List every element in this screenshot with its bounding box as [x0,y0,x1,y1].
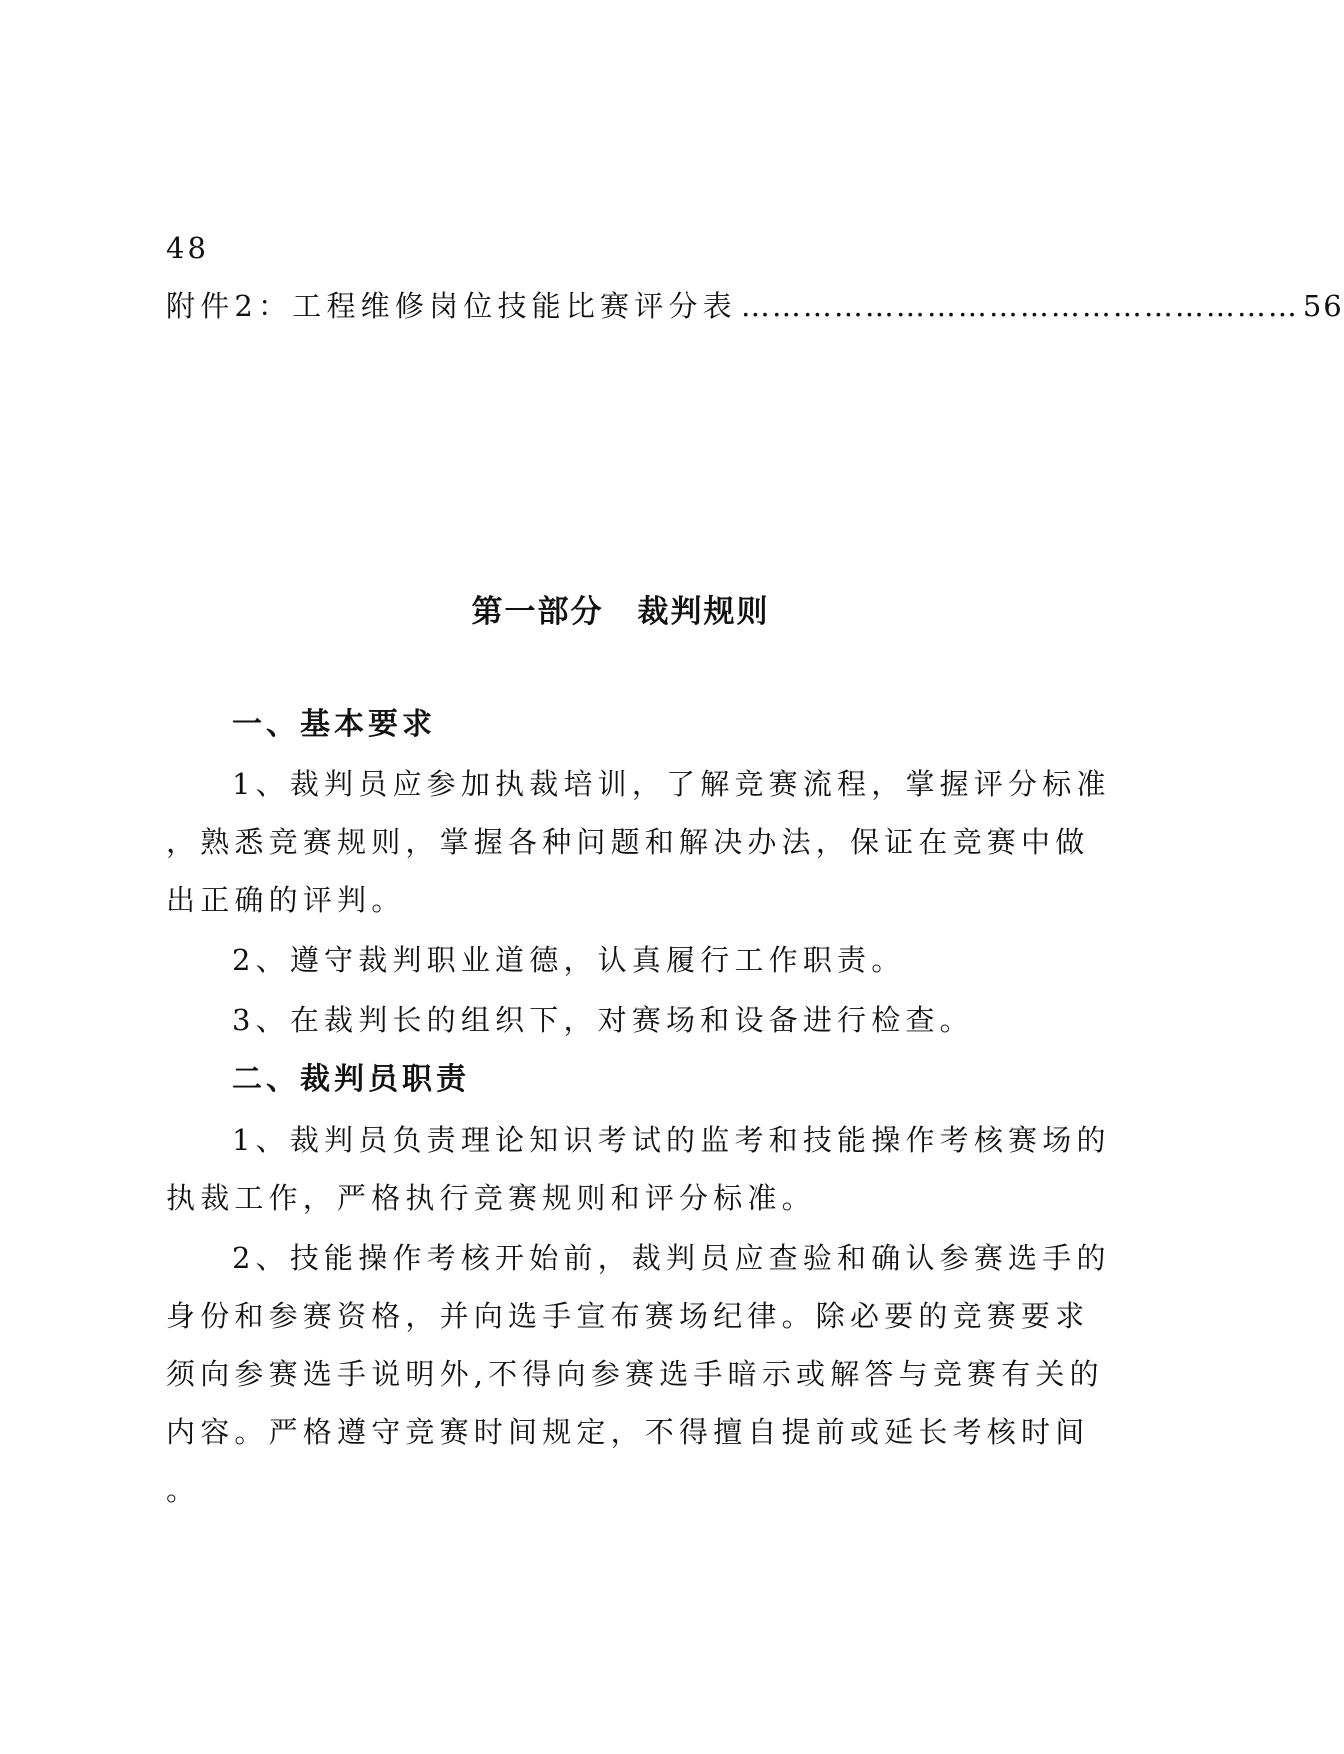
toc-previous-page-number: 48 [166,231,209,265]
part-title [0,591,1241,633]
section-heading-basic-requirements: 一、基本要求 [232,707,436,742]
paragraph-line: 。 [166,1473,201,1507]
paragraph-line: 内容。严格遵守竞赛时间规定，不得擅自提前或延长考核时间 [166,1415,1090,1449]
paragraph-line: 身份和参赛资格，并向选手宣布赛场纪律。除必要的竞赛要求 [166,1299,1090,1333]
paragraph-line: 执裁工作，严格执行竞赛规则和评分标准。 [166,1181,816,1215]
part-title-number: 第一部分 [471,594,604,630]
part-title-name: 裁判规则 [637,594,770,630]
toc-entry-label: 附件2：工程维修岗位技能比赛评分表 [166,289,737,323]
toc-leader-dots: ……………………………………………… [740,289,1299,323]
paragraph-line: 须向参赛选手说明外,不得向参赛选手暗示或解答与竞赛有关的 [166,1357,1104,1391]
paragraph-line: 出正确的评判。 [166,883,406,917]
toc-entry-page-number: 56 [1302,289,1344,323]
paragraph-line: ，熟悉竞赛规则，掌握各种问题和解决办法，保证在竞赛中做 [166,825,1090,859]
paragraph-line: 1、裁判员负责理论知识考试的监考和技能操作考核赛场的 [232,1123,1111,1157]
paragraph-line: 2、技能操作考核开始前，裁判员应查验和确认参赛选手的 [232,1241,1111,1275]
paragraph-line: 1、裁判员应参加执裁培训，了解竞赛流程，掌握评分标准 [232,767,1111,801]
toc-entry-appendix-2[interactable] [166,286,1344,326]
paragraph-line: 3、在裁判长的组织下，对赛场和设备进行检查。 [232,1003,974,1037]
paragraph-line: 2、遵守裁判职业道德，认真履行工作职责。 [232,943,906,977]
section-heading-referee-duties: 二、裁判员职责 [232,1062,470,1097]
